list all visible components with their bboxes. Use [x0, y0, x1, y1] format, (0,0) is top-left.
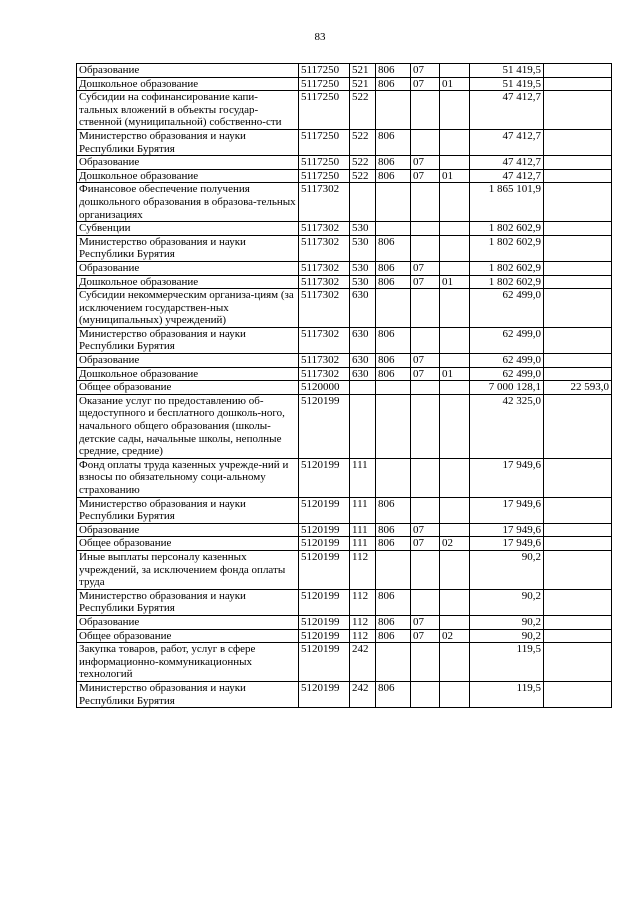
expense-type-cell: 521	[350, 64, 376, 78]
expense-type-cell: 112	[350, 615, 376, 629]
amount-cell: 1 802 602,9	[470, 235, 544, 261]
admin-code-cell	[376, 394, 411, 458]
table-row	[77, 523, 612, 537]
subsection-cell	[440, 64, 470, 78]
subsection-cell: 02	[440, 537, 470, 551]
admin-code-cell: 806	[376, 169, 411, 183]
subsection-cell: 01	[440, 275, 470, 289]
admin-code-cell: 806	[376, 367, 411, 381]
extra-amount-cell	[544, 394, 612, 458]
amount-cell: 51 419,5	[470, 77, 544, 91]
target-code-cell: 5120199	[299, 629, 350, 643]
section-cell	[411, 394, 440, 458]
expense-type-cell: 530	[350, 261, 376, 275]
admin-code-cell	[376, 183, 411, 222]
section-cell	[411, 497, 440, 523]
table-row	[77, 537, 612, 551]
item-name-cell: Дошкольное образование	[77, 275, 299, 289]
extra-amount-cell	[544, 629, 612, 643]
table-row	[77, 354, 612, 368]
admin-code-cell	[376, 643, 411, 682]
expense-type-cell: 111	[350, 537, 376, 551]
extra-amount-cell	[544, 77, 612, 91]
extra-amount-cell	[544, 523, 612, 537]
extra-amount-cell	[544, 156, 612, 170]
subsection-cell	[440, 327, 470, 353]
subsection-cell	[440, 235, 470, 261]
admin-code-cell: 806	[376, 129, 411, 155]
admin-code-cell: 806	[376, 354, 411, 368]
target-code-cell: 5120199	[299, 394, 350, 458]
section-cell	[411, 222, 440, 236]
expense-type-cell: 521	[350, 77, 376, 91]
admin-code-cell: 806	[376, 629, 411, 643]
target-code-cell: 5117250	[299, 64, 350, 78]
item-name-cell: Субсидии на софинансирование капи-тальных вложений в объекты государ-ственной (муниципальной) собственно-сти	[77, 91, 299, 130]
table-row	[77, 222, 612, 236]
amount-cell: 1 865 101,9	[470, 183, 544, 222]
extra-amount-cell	[544, 550, 612, 589]
amount-cell: 47 412,7	[470, 91, 544, 130]
section-cell: 07	[411, 77, 440, 91]
section-cell	[411, 589, 440, 615]
section-cell: 07	[411, 615, 440, 629]
extra-amount-cell	[544, 91, 612, 130]
expense-type-cell: 242	[350, 643, 376, 682]
item-name-cell: Министерство образования и науки Республики Бурятия	[77, 589, 299, 615]
target-code-cell: 5117250	[299, 129, 350, 155]
section-cell	[411, 91, 440, 130]
item-name-cell: Субсидии некоммерческим организа-циям (за исключением государствен-ных (муниципальных) учреждений)	[77, 289, 299, 328]
target-code-cell: 5117250	[299, 77, 350, 91]
item-name-cell: Финансовое обеспечение получения дошкольного образования в образова-тельных организациях	[77, 183, 299, 222]
extra-amount-cell	[544, 537, 612, 551]
item-name-cell: Закупка товаров, работ, услуг в сфере информационно-коммуникационных технологий	[77, 643, 299, 682]
admin-code-cell: 806	[376, 77, 411, 91]
amount-cell: 90,2	[470, 589, 544, 615]
target-code-cell: 5117250	[299, 156, 350, 170]
subsection-cell	[440, 394, 470, 458]
item-name-cell: Иные выплаты персоналу казенных учреждений, за исключением фонда оплаты труда	[77, 550, 299, 589]
expense-type-cell: 111	[350, 523, 376, 537]
table-row	[77, 381, 612, 395]
amount-cell: 119,5	[470, 681, 544, 707]
extra-amount-cell	[544, 275, 612, 289]
section-cell: 07	[411, 367, 440, 381]
target-code-cell: 5120199	[299, 550, 350, 589]
expense-type-cell: 242	[350, 681, 376, 707]
amount-cell: 51 419,5	[470, 64, 544, 78]
target-code-cell: 5117250	[299, 91, 350, 130]
table-row	[77, 367, 612, 381]
extra-amount-cell	[544, 235, 612, 261]
subsection-cell: 01	[440, 367, 470, 381]
item-name-cell: Образование	[77, 261, 299, 275]
section-cell: 07	[411, 629, 440, 643]
admin-code-cell: 806	[376, 681, 411, 707]
extra-amount-cell	[544, 129, 612, 155]
admin-code-cell: 806	[376, 589, 411, 615]
item-name-cell: Дошкольное образование	[77, 169, 299, 183]
expense-type-cell: 530	[350, 235, 376, 261]
target-code-cell: 5117250	[299, 169, 350, 183]
admin-code-cell: 806	[376, 537, 411, 551]
amount-cell: 1 802 602,9	[470, 261, 544, 275]
extra-amount-cell	[544, 327, 612, 353]
target-code-cell: 5117302	[299, 235, 350, 261]
amount-cell: 47 412,7	[470, 156, 544, 170]
expense-type-cell: 630	[350, 327, 376, 353]
extra-amount-cell	[544, 615, 612, 629]
expense-type-cell: 630	[350, 289, 376, 328]
target-code-cell: 5117302	[299, 222, 350, 236]
amount-cell: 1 802 602,9	[470, 275, 544, 289]
subsection-cell	[440, 550, 470, 589]
admin-code-cell: 806	[376, 275, 411, 289]
section-cell: 07	[411, 64, 440, 78]
extra-amount-cell	[544, 354, 612, 368]
section-cell	[411, 458, 440, 497]
subsection-cell	[440, 289, 470, 328]
expense-type-cell: 522	[350, 156, 376, 170]
expense-type-cell: 630	[350, 367, 376, 381]
section-cell	[411, 327, 440, 353]
admin-code-cell	[376, 222, 411, 236]
table-row	[77, 643, 612, 682]
amount-cell: 90,2	[470, 615, 544, 629]
item-name-cell: Образование	[77, 523, 299, 537]
target-code-cell: 5117302	[299, 183, 350, 222]
admin-code-cell: 806	[376, 156, 411, 170]
table-row	[77, 235, 612, 261]
table-row	[77, 394, 612, 458]
amount-cell: 42 325,0	[470, 394, 544, 458]
target-code-cell: 5120199	[299, 497, 350, 523]
amount-cell: 119,5	[470, 643, 544, 682]
expense-type-cell	[350, 381, 376, 395]
expense-type-cell: 112	[350, 550, 376, 589]
subsection-cell	[440, 183, 470, 222]
amount-cell: 17 949,6	[470, 523, 544, 537]
extra-amount-cell	[544, 169, 612, 183]
amount-cell: 7 000 128,1	[470, 381, 544, 395]
target-code-cell: 5120199	[299, 643, 350, 682]
section-cell	[411, 129, 440, 155]
admin-code-cell: 806	[376, 523, 411, 537]
item-name-cell: Фонд оплаты труда казенных учрежде-ний и взносы по обязательному соци-альному страхованию	[77, 458, 299, 497]
amount-cell: 17 949,6	[470, 537, 544, 551]
item-name-cell: Образование	[77, 156, 299, 170]
amount-cell: 90,2	[470, 550, 544, 589]
amount-cell: 47 412,7	[470, 169, 544, 183]
amount-cell: 17 949,6	[470, 497, 544, 523]
extra-amount-cell	[544, 681, 612, 707]
section-cell: 07	[411, 156, 440, 170]
subsection-cell	[440, 615, 470, 629]
table-row	[77, 497, 612, 523]
budget-table	[76, 63, 612, 708]
extra-amount-cell	[544, 289, 612, 328]
item-name-cell: Общее образование	[77, 537, 299, 551]
subsection-cell	[440, 458, 470, 497]
item-name-cell: Образование	[77, 64, 299, 78]
subsection-cell: 01	[440, 77, 470, 91]
section-cell: 07	[411, 261, 440, 275]
table-row	[77, 77, 612, 91]
item-name-cell: Министерство образования и науки Республики Бурятия	[77, 497, 299, 523]
table-row	[77, 615, 612, 629]
expense-type-cell: 522	[350, 129, 376, 155]
admin-code-cell	[376, 458, 411, 497]
subsection-cell	[440, 91, 470, 130]
extra-amount-cell	[544, 458, 612, 497]
item-name-cell: Министерство образования и науки Республики Бурятия	[77, 681, 299, 707]
extra-amount-cell	[544, 589, 612, 615]
admin-code-cell	[376, 550, 411, 589]
target-code-cell: 5117302	[299, 354, 350, 368]
section-cell: 07	[411, 275, 440, 289]
extra-amount-cell	[544, 497, 612, 523]
extra-amount-cell	[544, 64, 612, 78]
section-cell	[411, 550, 440, 589]
extra-amount-cell	[544, 222, 612, 236]
table-row	[77, 289, 612, 328]
expense-type-cell: 112	[350, 629, 376, 643]
amount-cell: 90,2	[470, 629, 544, 643]
amount-cell: 62 499,0	[470, 327, 544, 353]
subsection-cell	[440, 681, 470, 707]
target-code-cell: 5120000	[299, 381, 350, 395]
item-name-cell: Общее образование	[77, 629, 299, 643]
admin-code-cell: 806	[376, 64, 411, 78]
extra-amount-cell	[544, 261, 612, 275]
amount-cell: 17 949,6	[470, 458, 544, 497]
target-code-cell: 5117302	[299, 261, 350, 275]
expense-type-cell: 630	[350, 354, 376, 368]
item-name-cell: Образование	[77, 354, 299, 368]
expense-type-cell: 112	[350, 589, 376, 615]
extra-amount-cell	[544, 183, 612, 222]
expense-type-cell: 111	[350, 497, 376, 523]
admin-code-cell: 806	[376, 497, 411, 523]
amount-cell: 62 499,0	[470, 354, 544, 368]
expense-type-cell: 530	[350, 275, 376, 289]
section-cell	[411, 235, 440, 261]
subsection-cell	[440, 222, 470, 236]
expense-type-cell: 111	[350, 458, 376, 497]
subsection-cell: 02	[440, 629, 470, 643]
section-cell: 07	[411, 354, 440, 368]
item-name-cell: Министерство образования и науки Республики Бурятия	[77, 129, 299, 155]
expense-type-cell: 522	[350, 169, 376, 183]
target-code-cell: 5120199	[299, 458, 350, 497]
table-row	[77, 261, 612, 275]
subsection-cell	[440, 589, 470, 615]
subsection-cell	[440, 497, 470, 523]
subsection-cell	[440, 354, 470, 368]
subsection-cell	[440, 129, 470, 155]
subsection-cell	[440, 523, 470, 537]
subsection-cell	[440, 261, 470, 275]
admin-code-cell	[376, 289, 411, 328]
amount-cell: 62 499,0	[470, 367, 544, 381]
extra-amount-cell: 22 593,0	[544, 381, 612, 395]
table-row	[77, 129, 612, 155]
subsection-cell	[440, 643, 470, 682]
section-cell	[411, 289, 440, 328]
item-name-cell: Оказание услуг по предоставлению об-щедоступного и бесплатного дошколь-ного, начального общего образования (школы-детские сады, начальные школы, неполные средние, средние)	[77, 394, 299, 458]
amount-cell: 62 499,0	[470, 289, 544, 328]
table-row	[77, 64, 612, 78]
expense-type-cell	[350, 183, 376, 222]
table-row	[77, 169, 612, 183]
extra-amount-cell	[544, 643, 612, 682]
item-name-cell: Субвенции	[77, 222, 299, 236]
table-row	[77, 681, 612, 707]
admin-code-cell: 806	[376, 235, 411, 261]
target-code-cell: 5120199	[299, 537, 350, 551]
subsection-cell: 01	[440, 169, 470, 183]
item-name-cell: Дошкольное образование	[77, 77, 299, 91]
item-name-cell: Министерство образования и науки Республики Бурятия	[77, 235, 299, 261]
section-cell	[411, 643, 440, 682]
target-code-cell: 5117302	[299, 289, 350, 328]
item-name-cell: Министерство образования и науки Республики Бурятия	[77, 327, 299, 353]
item-name-cell: Общее образование	[77, 381, 299, 395]
table-row	[77, 458, 612, 497]
table-row	[77, 550, 612, 589]
section-cell	[411, 381, 440, 395]
table-row	[77, 91, 612, 130]
amount-cell: 1 802 602,9	[470, 222, 544, 236]
table-row	[77, 275, 612, 289]
item-name-cell: Образование	[77, 615, 299, 629]
extra-amount-cell	[544, 367, 612, 381]
section-cell: 07	[411, 523, 440, 537]
section-cell: 07	[411, 537, 440, 551]
table-row	[77, 183, 612, 222]
section-cell: 07	[411, 169, 440, 183]
admin-code-cell: 806	[376, 261, 411, 275]
table-row	[77, 629, 612, 643]
target-code-cell: 5120199	[299, 589, 350, 615]
table-row	[77, 589, 612, 615]
target-code-cell: 5120199	[299, 523, 350, 537]
page-number: 83	[314, 31, 326, 43]
target-code-cell: 5120199	[299, 615, 350, 629]
admin-code-cell	[376, 91, 411, 130]
expense-type-cell: 522	[350, 91, 376, 130]
item-name-cell: Дошкольное образование	[77, 367, 299, 381]
table-row	[77, 327, 612, 353]
section-cell	[411, 681, 440, 707]
admin-code-cell: 806	[376, 615, 411, 629]
expense-type-cell	[350, 394, 376, 458]
admin-code-cell: 806	[376, 327, 411, 353]
expense-type-cell: 530	[350, 222, 376, 236]
target-code-cell: 5120199	[299, 681, 350, 707]
admin-code-cell	[376, 381, 411, 395]
target-code-cell: 5117302	[299, 275, 350, 289]
subsection-cell	[440, 381, 470, 395]
amount-cell: 47 412,7	[470, 129, 544, 155]
table-row	[77, 156, 612, 170]
target-code-cell: 5117302	[299, 367, 350, 381]
target-code-cell: 5117302	[299, 327, 350, 353]
subsection-cell	[440, 156, 470, 170]
budget-table-body	[77, 64, 612, 708]
section-cell	[411, 183, 440, 222]
